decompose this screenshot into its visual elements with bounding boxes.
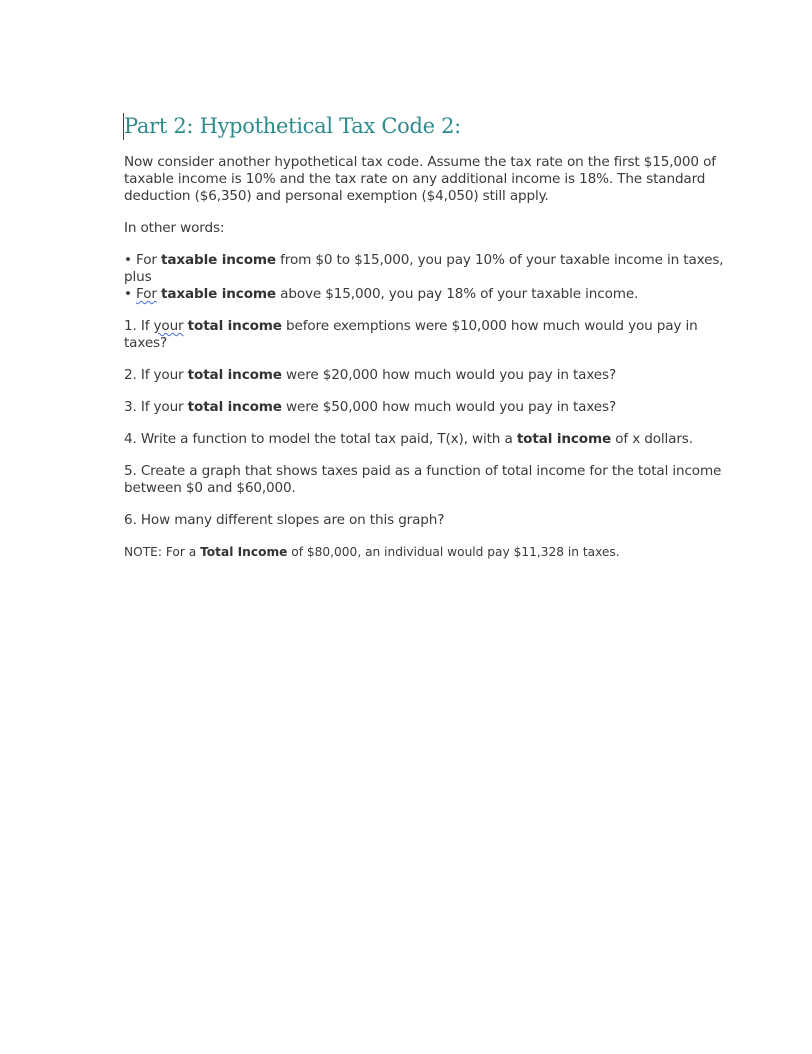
question-5: 5. Create a graph that shows taxes paid as a function of total income for the total income between $0 and $60,000. [124, 463, 722, 496]
intro-paragraph: Now consider another hypothetical tax code. Assume the tax rate on the first $15,000 of taxable income is 10% and the tax rate on any additional income is 18%. The standard deduction ($6,350) and personal exemption ($4,050) still apply. [124, 154, 716, 204]
question-1-post: before exemptions were $10,000 how much would you pay in taxes? [124, 318, 698, 351]
question-1-pre: 1. If [124, 318, 154, 334]
bullet-2-bold: taxable income [161, 286, 276, 302]
bullet-item-1 [124, 252, 744, 286]
in-other-words-label: In other words: [124, 220, 225, 236]
question-3 [124, 399, 744, 416]
question-2-bold: total income [187, 367, 282, 383]
spellcheck-word-for[interactable]: For [136, 286, 157, 302]
question-4 [124, 431, 744, 448]
question-3-bold: total income [187, 399, 282, 415]
question-4-post: of x dollars. [611, 431, 693, 447]
question-1 [124, 318, 744, 352]
bullet-1-prefix: • For [124, 252, 162, 268]
bullet-2-bullet: • [124, 286, 137, 302]
question-2-post: were $20,000 how much would you pay in taxes? [281, 367, 617, 383]
question-4-bold: total income [516, 431, 612, 447]
bullet-1-bold: taxable income [161, 252, 276, 268]
bullet-item-2 [124, 286, 744, 303]
question-6: 6. How many different slopes are on this graph? [124, 512, 445, 528]
page-title: Part 2: Hypothetical Tax Code 2: [124, 114, 461, 138]
question-3-pre: 3. If your [124, 399, 188, 415]
bullet-1-suffix: from $0 to $15,000, you pay 10% of your taxable income in taxes, plus [124, 252, 724, 285]
bullet-2-suffix: above $15,000, you pay 18% of your taxable income. [276, 286, 639, 302]
note-paragraph [124, 544, 744, 560]
question-2 [124, 367, 744, 384]
document-body [124, 112, 744, 575]
note-pre: NOTE: For a [124, 545, 201, 559]
question-4-pre: 4. Write a function to model the total tax paid, T(x), with a [124, 431, 517, 447]
question-1-bold: total income [187, 318, 282, 334]
spellcheck-word-your[interactable]: your [153, 318, 184, 334]
note-bold: Total Income [200, 545, 288, 559]
note-post: of $80,000, an individual would pay $11,328 in taxes. [287, 545, 620, 559]
question-3-post: were $50,000 how much would you pay in taxes? [281, 399, 617, 415]
question-2-pre: 2. If your [124, 367, 188, 383]
